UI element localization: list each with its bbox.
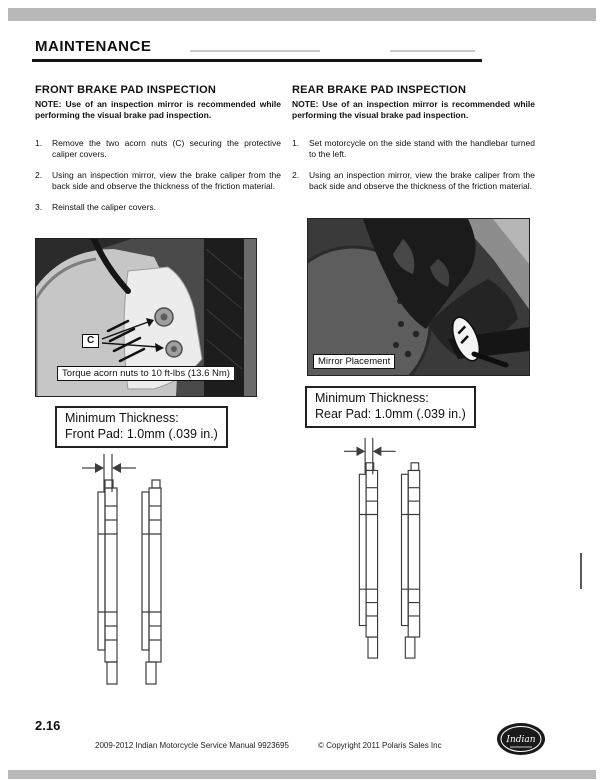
step-text: Using an inspection mirror, view the brake caliper from the back side and observe the thickness of the friction material. — [52, 170, 281, 192]
front-caliper-photo — [35, 238, 257, 397]
front-pad-wear-diagram — [80, 452, 180, 686]
step-number: 1. — [292, 138, 300, 148]
front-brake-heading: FRONT BRAKE PAD INSPECTION — [35, 84, 217, 96]
page-number: 2.16 — [35, 718, 61, 733]
step-item — [292, 170, 535, 192]
footer-manual-text: 2009-2012 Indian Motorcycle Service Manual 9923695 — [95, 741, 289, 750]
min-thickness-value: Rear Pad: 1.0mm (.039 in.) — [315, 406, 466, 421]
min-thickness-value: Front Pad: 1.0mm (.039 in.) — [65, 426, 218, 441]
min-thickness-title: Minimum Thickness: — [315, 391, 429, 405]
rear-pad-wear-diagram — [340, 436, 440, 660]
rear-brake-steps — [292, 138, 535, 202]
front-min-thickness-box — [55, 406, 228, 448]
step-number: 1. — [35, 138, 43, 148]
step-number: 2. — [292, 170, 300, 181]
rear-brake-heading: REAR BRAKE PAD INSPECTION — [292, 84, 467, 96]
step-text: Using an inspection mirror, view the brake caliper from the back side and observe the thickness of the friction material. — [309, 170, 535, 192]
front-brake-steps — [35, 138, 281, 223]
step-item — [35, 170, 281, 192]
callout-c-label: C — [82, 334, 99, 348]
step-text: Set motorcycle on the side stand with the handlebar turned to the left. — [309, 138, 535, 160]
step-number: 3. — [35, 202, 43, 213]
step-item — [35, 202, 281, 213]
scan-smudge — [390, 50, 475, 52]
front-brake-note: NOTE: Use of an inspection mirror is recommended while performing the visual brake pad inspection. — [35, 99, 281, 121]
logo-text: Indian — [506, 735, 536, 745]
torque-caption: Torque acorn nuts to 10 ft-lbs (13.6 Nm) — [57, 366, 235, 381]
scan-smudge — [190, 50, 320, 52]
step-text: Reinstall the caliper covers. — [52, 202, 156, 213]
step-number: 2. — [35, 170, 43, 181]
step-item — [35, 138, 281, 160]
title-rule — [32, 59, 482, 62]
rear-min-thickness-box — [305, 386, 476, 428]
rear-brake-note: NOTE: Use of an inspection mirror is recommended while performing the visual brake pad inspection. — [292, 99, 535, 121]
scan-artifact-right-edge — [580, 553, 582, 589]
mirror-placement-label: Mirror Placement — [313, 354, 395, 369]
footer-copyright-text: © Copyright 2011 Polaris Sales Inc — [318, 741, 442, 750]
page-title: MAINTENANCE — [35, 38, 152, 55]
indian-motorcycle-logo — [496, 721, 546, 757]
step-text: Remove the two acorn nuts (C) securing the protective caliper covers. — [52, 138, 281, 160]
step-item — [292, 138, 535, 160]
scan-artifact-bottom-bar — [8, 770, 596, 779]
min-thickness-title: Minimum Thickness: — [65, 411, 179, 425]
mirror-placement-photo-art — [308, 219, 529, 375]
mirror-placement-photo — [307, 218, 530, 376]
scan-artifact-top-bar — [8, 8, 596, 21]
